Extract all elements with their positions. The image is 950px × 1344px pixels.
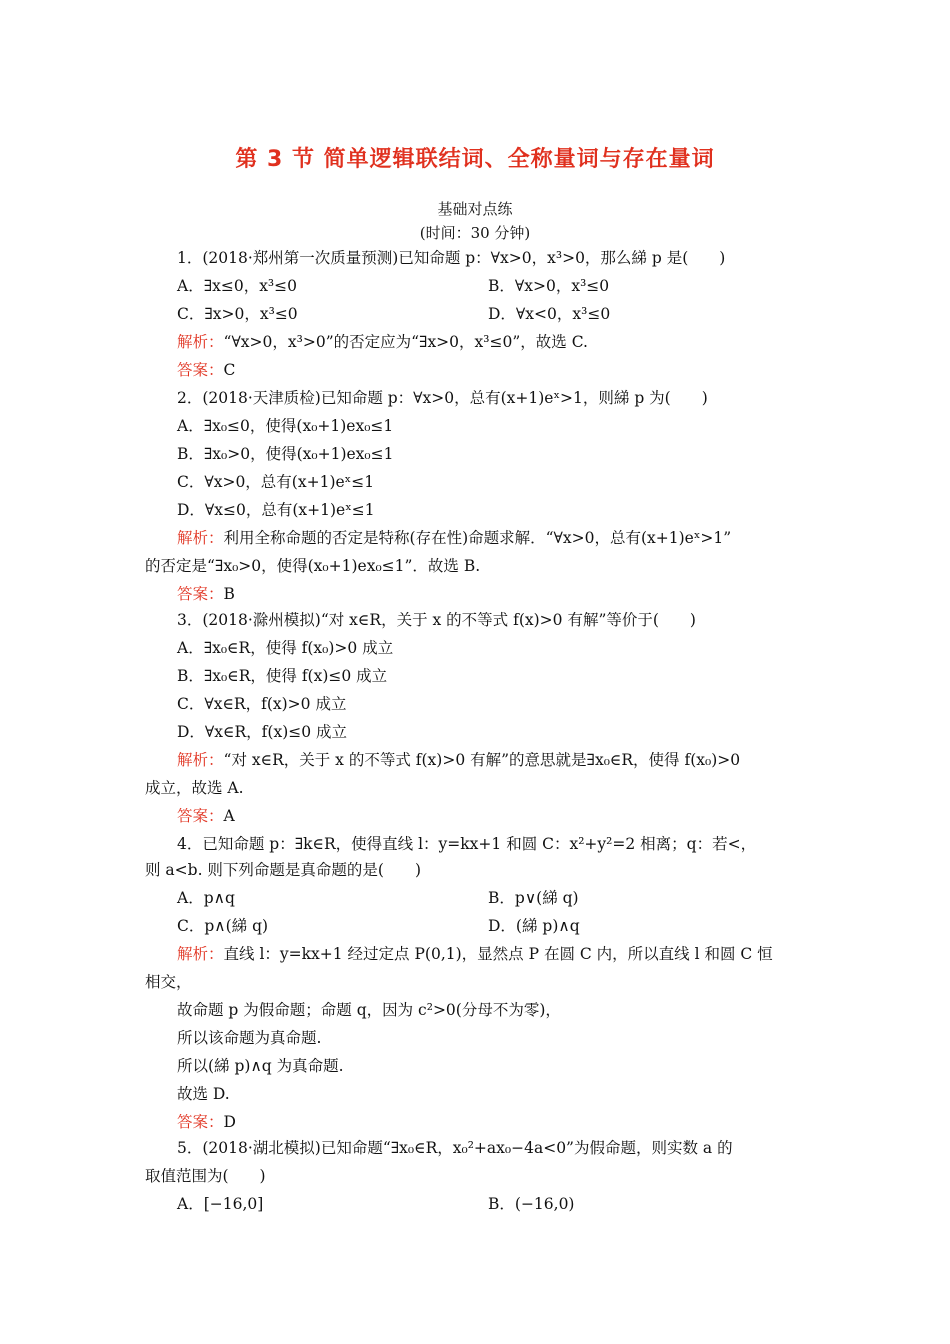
q4-analysis-line4: 所以该命题为真命题. (177, 1029, 322, 1047)
answer-label: 答案： (177, 1113, 224, 1131)
page-title: 第 3 节 简单逻辑联结词、全称量词与存在量词 (235, 147, 715, 172)
q1-option-c: C．∃x>0，x³≤0 (177, 305, 298, 323)
q1-answer (177, 360, 235, 380)
q4-answer (177, 1112, 236, 1132)
q2-option-a: A．∃x₀≤0，使得(x₀+1)ex₀≤1 (177, 417, 394, 435)
q4-stem-line1: 4．已知命题 p：∃k∈R，使得直线 l：y=kx+1 和圆 C：x²+y²=2 相离；q：若<， (177, 835, 757, 853)
q3-analysis-line1 (177, 750, 740, 770)
q3-option-a: A．∃x₀∈R，使得 f(x₀)>0 成立 (177, 639, 394, 657)
analysis-label: 解析： (177, 333, 224, 351)
q5-option-b: B．(−16,0) (488, 1195, 575, 1213)
answer-value: A (223, 807, 235, 825)
q2-stem: 2．(2018·天津质检)已知命题 p：∀x>0，总有(x+1)eˣ>1，则綈 p 为( ) (177, 389, 708, 407)
q1-analysis (177, 332, 588, 352)
answer-label: 答案： (177, 807, 224, 825)
time-note: (时间：30 分钟) (419, 224, 531, 242)
q1-stem: 1．(2018·郑州第一次质量预测)已知命题 p：∀x>0，x³>0，那么綈 p 是( ) (177, 249, 726, 267)
q4-option-b: B．p∨(綈 q) (488, 889, 579, 907)
q3-option-b: B．∃x₀∈R，使得 f(x)≤0 成立 (177, 667, 388, 685)
q1-option-b: B．∀x>0，x³≤0 (488, 277, 610, 295)
answer-label: 答案： (177, 361, 224, 379)
q2-option-d: D．∀x≤0，总有(x+1)eˣ≤1 (177, 501, 375, 519)
q4-analysis-line6: 故选 D. (177, 1085, 230, 1103)
q2-answer (177, 584, 235, 604)
q5-stem-line1: 5．(2018·湖北模拟)已知命题“∃x₀∈R，x₀²+ax₀−4a<0”为假命题，则实数 a 的 (177, 1139, 733, 1157)
q1-option-a: A．∃x≤0，x³≤0 (177, 277, 297, 295)
section-heading: 基础对点练 (437, 200, 513, 218)
q3-answer (177, 806, 235, 826)
analysis-text: 利用全称命题的否定是特称(存在性)命题求解．“∀x>0，总有(x+1)eˣ>1” (223, 529, 732, 547)
q2-option-b: B．∃x₀>0，使得(x₀+1)ex₀≤1 (177, 445, 394, 463)
q3-stem: 3．(2018·滁州模拟)“对 x∈R，关于 x 的不等式 f(x)>0 有解”等价于( ) (177, 611, 696, 629)
q2-analysis-line2: 的否定是“∃x₀>0，使得(x₀+1)ex₀≤1”．故选 B. (145, 557, 481, 575)
q4-option-c: C．p∧(綈 q) (177, 917, 269, 935)
q3-analysis-line2: 成立，故选 A. (145, 779, 244, 797)
q3-option-c: C．∀x∈R，f(x)>0 成立 (177, 695, 347, 713)
q5-stem-line2: 取值范围为( ) (145, 1167, 266, 1185)
answer-label: 答案： (177, 585, 224, 603)
analysis-label: 解析： (177, 945, 224, 963)
answer-value: D (223, 1113, 236, 1131)
q4-analysis-line2: 相交， (145, 973, 192, 991)
analysis-text: “对 x∈R，关于 x 的不等式 f(x)>0 有解”的意思就是∃x₀∈R，使得 f(x₀)>0 (223, 751, 741, 769)
answer-value: B (223, 585, 235, 603)
q4-option-d: D．(綈 p)∧q (488, 917, 580, 935)
q1-option-d: D．∀x<0，x³≤0 (488, 305, 611, 323)
analysis-text: “∀x>0，x³>0”的否定应为“∃x>0，x³≤0”，故选 C. (223, 333, 588, 351)
q5-option-a: A．[−16,0] (177, 1195, 264, 1213)
q2-option-c: C．∀x>0，总有(x+1)eˣ≤1 (177, 473, 375, 491)
q4-option-a: A．p∧q (177, 889, 235, 907)
q4-analysis-line1 (177, 944, 773, 964)
analysis-label: 解析： (177, 529, 224, 547)
answer-value: C (223, 361, 236, 379)
q4-analysis-line3: 故命题 p 为假命题；命题 q，因为 c²>0(分母不为零)， (177, 1001, 561, 1019)
analysis-text: 直线 l：y=kx+1 经过定点 P(0,1)，显然点 P 在圆 C 内，所以直线 l 和圆 C 恒 (223, 945, 773, 963)
q2-analysis-line1 (177, 528, 731, 548)
q4-analysis-line5: 所以(綈 p)∧q 为真命题. (177, 1057, 344, 1075)
q3-option-d: D．∀x∈R，f(x)≤0 成立 (177, 723, 348, 741)
q4-stem-line2: 则 a<b. 则下列命题是真命题的是( ) (145, 861, 422, 879)
analysis-label: 解析： (177, 751, 224, 769)
